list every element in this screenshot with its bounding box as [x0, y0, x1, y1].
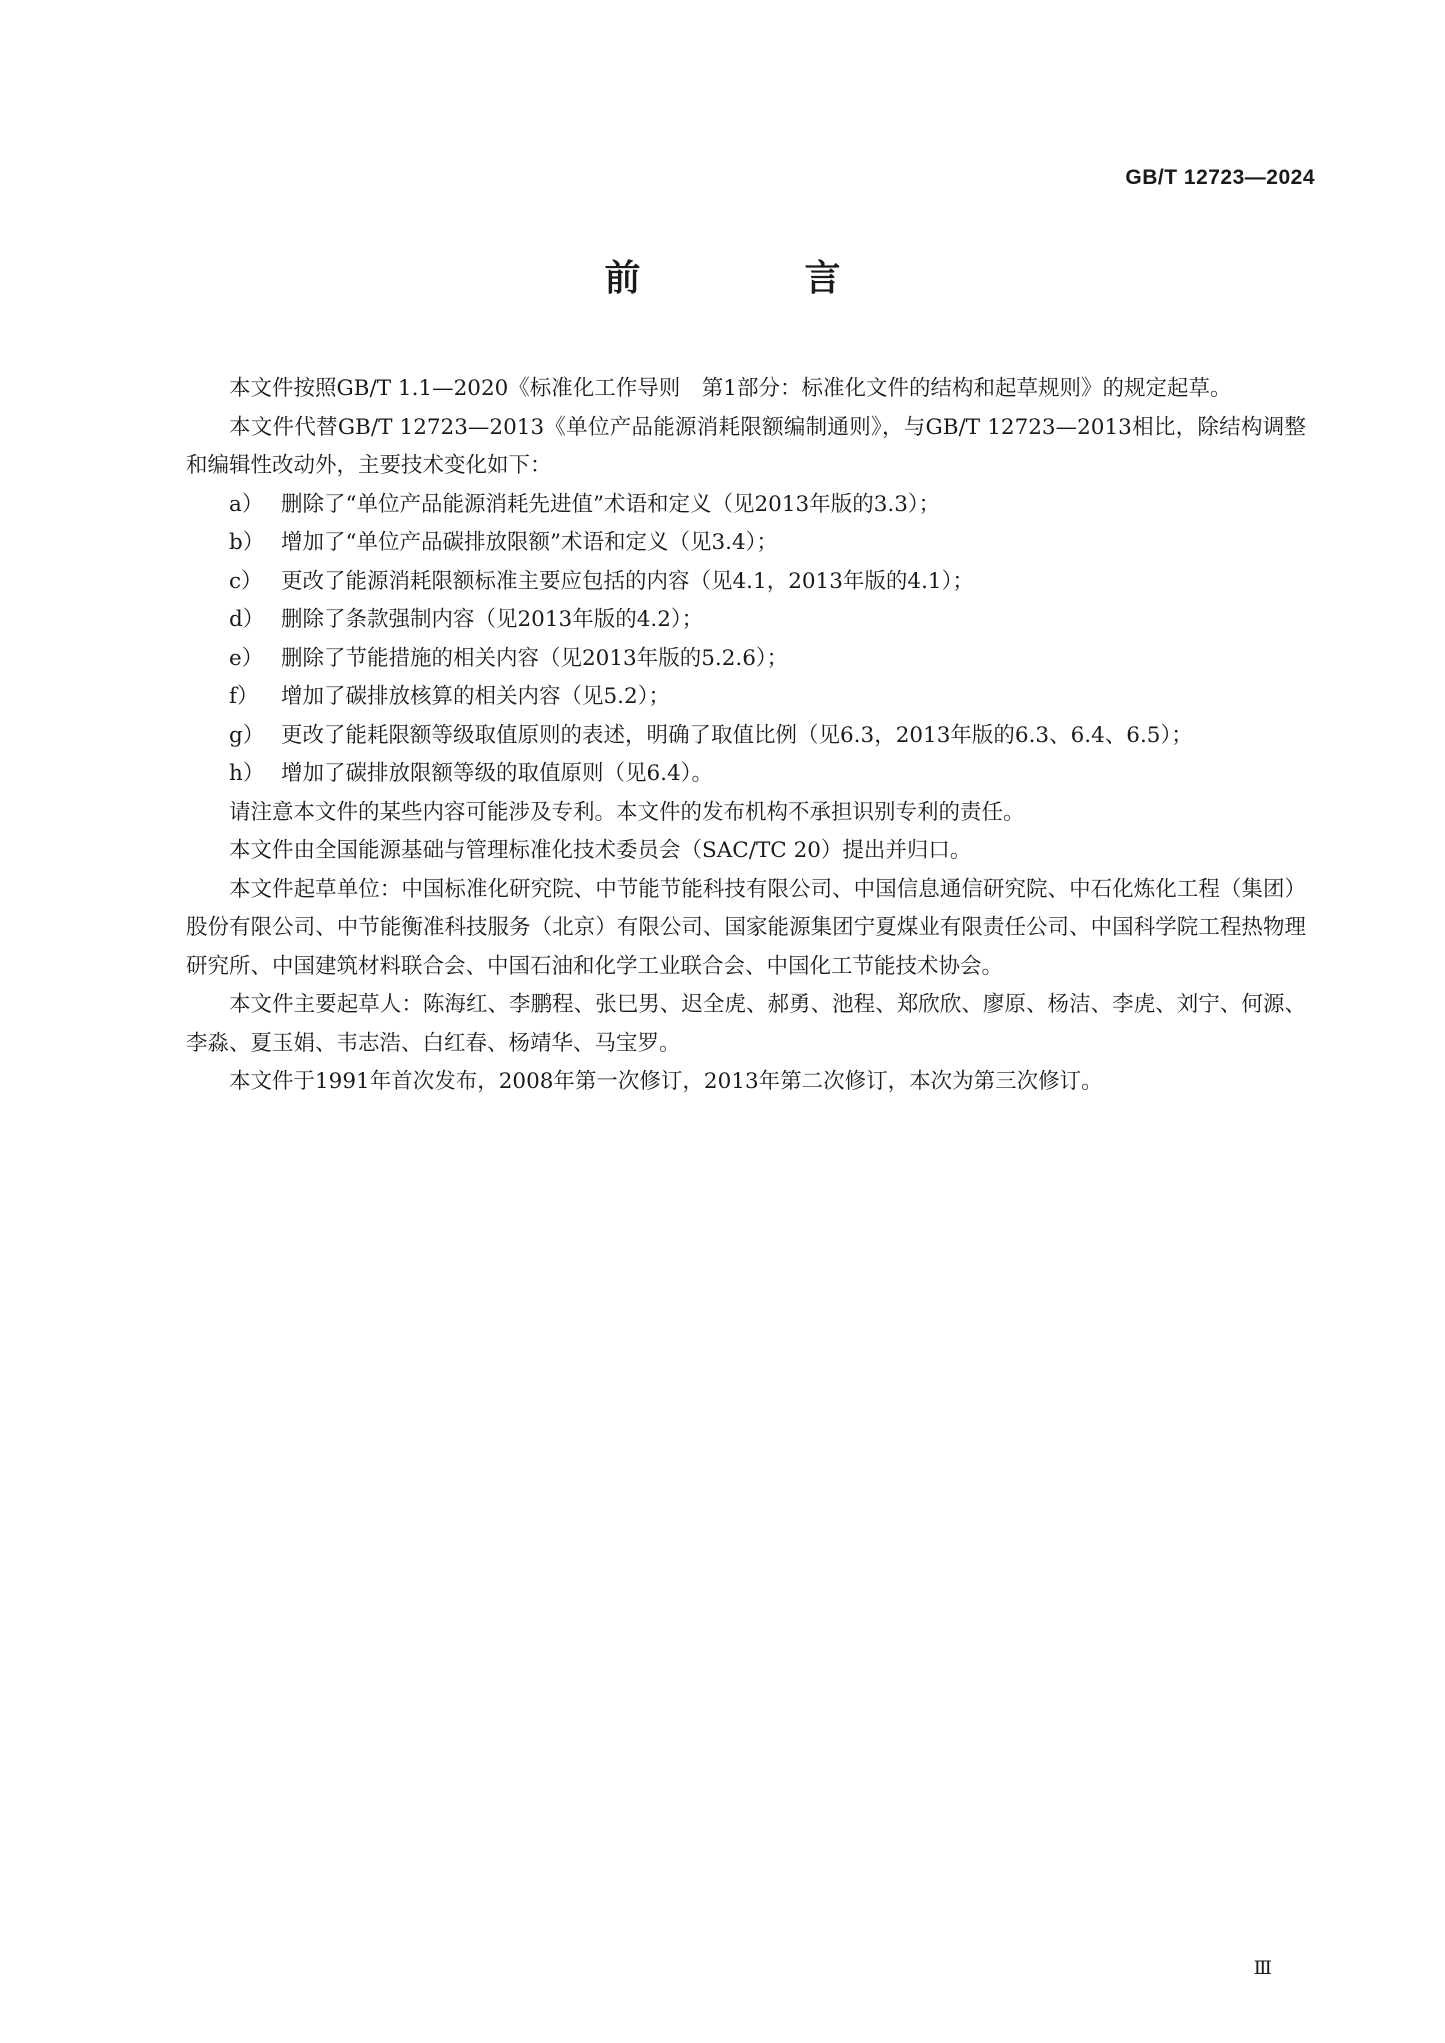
paragraph-drafters: 本文件主要起草人：陈海红、李鹏程、张巳男、迟全虎、郝勇、池程、郑欣欣、廖原、杨洁、李虎、刘宁、何源、李淼、夏玉娟、韦志浩、白红春、杨靖华、马宝罗。	[186, 992, 1306, 1056]
paragraph-committee: 本文件由全国能源基础与管理标准化技术委员会（SAC/TC 20）提出并归口。	[229, 838, 972, 863]
list-marker: d）	[229, 607, 265, 632]
foreword-body	[186, 370, 1306, 1102]
list-item	[186, 755, 1306, 794]
list-item	[186, 678, 1306, 717]
list-item-text: 删除了节能措施的相关内容（见2013年版的5.2.6）；	[281, 645, 789, 671]
changes-list	[186, 486, 1306, 794]
list-item-text: 删除了“单位产品能源消耗先进值”术语和定义（见2013年版的3.3）；	[281, 491, 941, 517]
standard-code: GB/T 12723—2024	[1125, 166, 1315, 189]
paragraph-patent-notice: 请注意本文件的某些内容可能涉及专利。本文件的发布机构不承担识别专利的责任。	[229, 799, 1025, 825]
list-item-text: 增加了碳排放核算的相关内容（见5.2）；	[281, 684, 670, 709]
list-marker: c）	[229, 568, 263, 594]
paragraph-drafting-units: 本文件起草单位：中国标准化研究院、中节能节能科技有限公司、中国信息通信研究院、中石化炼化工程（集团）股份有限公司、中节能衡准科技服务（北京）有限公司、国家能源集团宁夏煤业有限责任公司、中国科学院工程热物理研究所、中国建筑材料联合会、中国石油和化学工业联合会、中国化工节能技术协会。	[186, 876, 1306, 979]
page-number: Ⅲ	[1253, 1957, 1272, 1979]
list-marker: f）	[229, 684, 259, 709]
list-item	[186, 717, 1306, 756]
list-item	[186, 524, 1306, 563]
paragraph-drafting-rules: 本文件按照GB/T 1.1—2020《标准化工作导则 第1部分：标准化文件的结构和起草规则》的规定起草。	[229, 376, 1232, 401]
list-item-text: 更改了能源消耗限额标准主要应包括的内容（见4.1，2013年版的4.1）；	[281, 568, 974, 594]
page-title: 前 言	[604, 258, 905, 299]
list-item	[186, 563, 1306, 602]
list-item-text: 更改了能耗限额等级取值原则的表述，明确了取值比例（见6.3，2013年版的6.3、6.4、6.5）；	[281, 722, 1193, 748]
list-item-text: 增加了“单位产品碳排放限额”术语和定义（见3.4）；	[281, 530, 778, 555]
list-marker: g）	[229, 722, 265, 748]
list-marker: e）	[229, 645, 264, 671]
list-marker: a）	[229, 491, 264, 517]
list-item-text: 增加了碳排放限额等级的取值原则（见6.4）。	[281, 761, 713, 786]
paragraph-replacement: 本文件代替GB/T 12723—2013《单位产品能源消耗限额编制通则》，与GB/T 12723—2013相比，除结构调整和编辑性改动外，主要技术变化如下：	[186, 414, 1306, 478]
list-item	[186, 601, 1306, 640]
list-item	[186, 640, 1306, 679]
list-item-text: 删除了条款强制内容（见2013年版的4.2）；	[281, 607, 704, 632]
list-item	[186, 486, 1306, 525]
list-marker: b）	[229, 530, 265, 555]
list-marker: h）	[229, 761, 265, 786]
paragraph-history: 本文件于1991年首次发布，2008年第一次修订，2013年第二次修订，本次为第三次修订。	[229, 1069, 1103, 1094]
